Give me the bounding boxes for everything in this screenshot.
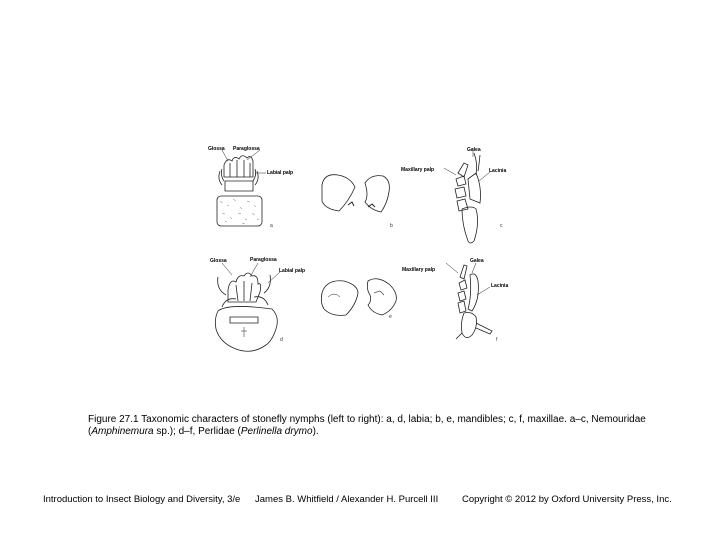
maxilla-f <box>456 265 492 339</box>
label-paraglossa-a: Paraglossa <box>233 146 260 152</box>
letter-c: c <box>500 223 503 229</box>
label-galea-f: Galea <box>470 258 484 264</box>
label-lacinia-c: Lacinia <box>489 168 507 174</box>
mandibles-b <box>322 175 389 212</box>
caption-text-3: ). <box>312 426 319 437</box>
footer-copyright: Copyright © 2012 by Oxford University Press, Inc. <box>462 494 672 505</box>
letter-e: e <box>389 314 392 320</box>
label-lacinia-f: Lacinia <box>491 283 509 289</box>
labium-a <box>217 156 262 226</box>
letter-f: f <box>496 337 498 343</box>
caption-text-2: sp.); d–f, Perlidae ( <box>153 426 241 437</box>
label-maxillary-palp-c: Maxillary palp <box>401 167 435 173</box>
mandibles-e <box>321 279 396 316</box>
caption-genus-1: Amphinemura <box>91 426 154 437</box>
label-glossa-a: Glossa <box>208 146 225 152</box>
letter-a: a <box>270 223 273 229</box>
caption-genus-2: Perlinella drymo <box>240 426 313 437</box>
label-glossa-d: Glossa <box>210 258 227 264</box>
label-maxillary-palp-f: Maxillary palp <box>402 267 436 273</box>
letter-d: d <box>280 337 283 343</box>
caption-text-1: Figure 27.1 Taxonomic characters of stonefly nymphs (left to right): a, d, labia; b, e, mandibles; c, f, maxillae. a–c, Nemouridae ( <box>88 414 646 437</box>
labium-a-texture <box>220 199 259 224</box>
footer-book-title: Introduction to Insect Biology and Diversity, 3/e <box>43 494 241 505</box>
stonefly-figure <box>200 135 530 360</box>
label-labial-palp-d: Labial palp <box>279 268 306 274</box>
letter-b: b <box>390 223 393 229</box>
label-galea-c: Galea <box>467 147 481 153</box>
label-paraglossa-d: Paraglossa <box>250 257 277 263</box>
figure-caption <box>88 414 698 438</box>
labium-d <box>215 273 277 351</box>
footer-authors: James B. Whitfield / Alexander H. Purcell III <box>255 494 439 505</box>
figure-drawings <box>200 135 530 360</box>
maxilla-c <box>455 153 481 243</box>
label-labial-palp-a: Labial palp <box>267 170 294 176</box>
